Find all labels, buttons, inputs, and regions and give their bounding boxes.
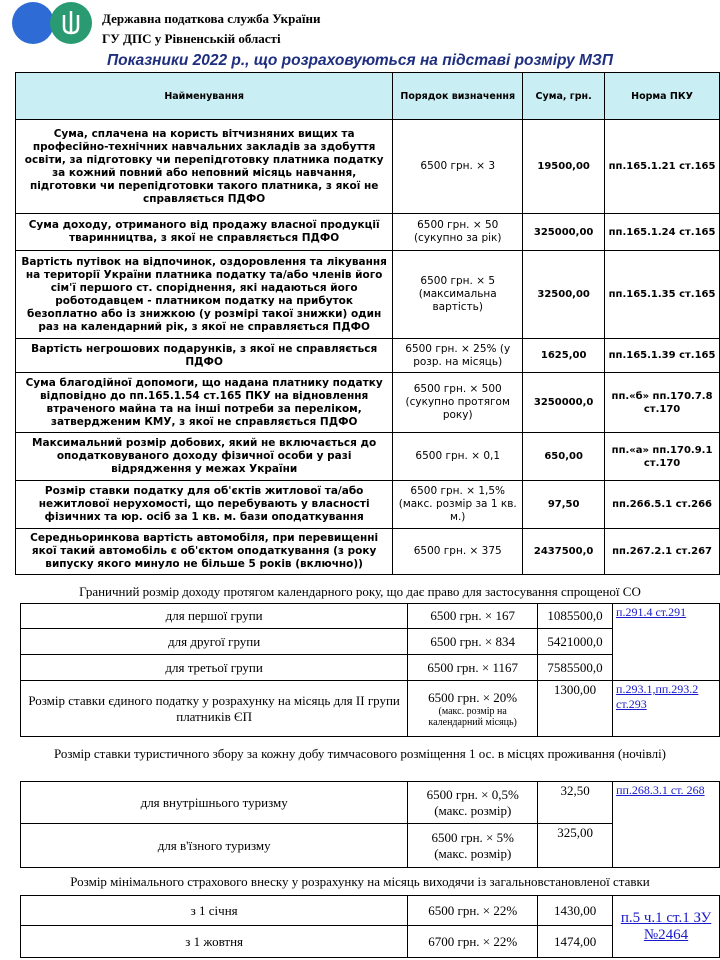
row-method: 6500 грн. × 1167 xyxy=(408,655,538,681)
row-name: Сума доходу, отриманого від продажу власної продукції тваринництва, з якої не справляється ПДФО xyxy=(16,214,393,251)
row-name: Сума благодійної допомоги, що надана платнику податку відповідно до пп.165.1.54 ст.165 ПКУ на відновлення втраченого майна та на інші потреби за переліком, затвердженим КМУ, з якої не справляється ПДФО xyxy=(16,373,393,433)
row-name: Вартість негрошових подарунків, з якої не справляється ПДФО xyxy=(16,339,393,373)
row-sum: 32500,00 xyxy=(523,251,605,339)
table-row xyxy=(16,529,720,575)
esv-norm-link[interactable]: п.5 ч.1 ст.1 ЗУ №2464 xyxy=(613,896,720,958)
row-name: Розмір ставки єдиного податку у розрахунку на місяць для ІІ групи платників ЄП xyxy=(21,681,408,737)
table-row xyxy=(16,214,720,251)
row-sum: 3250000,0 xyxy=(523,373,605,433)
row-name: для другої групи xyxy=(21,629,408,655)
row-method: 6500 грн. × 834 xyxy=(408,629,538,655)
page-title: Показники 2022 р., що розраховуються на підставі розміру МЗП xyxy=(106,52,614,69)
row-method: 6500 грн. × 167 xyxy=(408,604,538,629)
row-method: 6500 грн. × 1,5% (макс. розмір за 1 кв. м.) xyxy=(393,481,523,529)
row-method-note: (макс. розмір на календарний місяць) xyxy=(428,705,517,728)
row-name: Середньоринкова вартість автомобіля, при перевищенні якої такий автомобіль є об'єктом оподаткування (з року випуску якого минуло не більше 5 років (включно)) xyxy=(16,529,393,575)
table-row xyxy=(16,120,720,214)
row-method-value: 6500 грн. × 20% xyxy=(428,689,518,705)
row-sum: 7585500,0 xyxy=(538,655,613,681)
row-sum: 1474,00 xyxy=(538,926,613,958)
row-name: Вартість путівок на відпочинок, оздоровлення та лікування на території України платника податку та/або членів його сім'ї першого ст. споріднення, які надаються його роботодавцем - платником податку на прибуток безоплатно або із знижкою (у розмірі такої знижки) один раз на календарний рік, з якої не справляється ПДФО xyxy=(16,251,393,339)
tourist-norm-link[interactable]: пп.268.3.1 ст. 268 xyxy=(613,782,720,868)
col-header-sum: Сума, грн. xyxy=(523,73,605,120)
table-row xyxy=(16,481,720,529)
row-sum: 1085500,0 xyxy=(538,604,613,629)
table-row xyxy=(21,604,720,629)
table-row xyxy=(16,433,720,481)
section-tourist-caption: Розмір ставки туристичного збору за кожну добу тимчасового розміщення 1 ос. в місцях проживання (ночівлі) xyxy=(53,746,667,761)
row-method: 6500 грн. × 375 xyxy=(393,529,523,575)
row-method: 6500 грн. × 500 (сукупно протягом року) xyxy=(393,373,523,433)
row-norm: пп.165.1.35 ст.165 xyxy=(605,251,720,339)
row-name: Максимальний розмір добових, який не включається до оподатковуваного доходу фізичної особи у разі відрядження у межах України xyxy=(16,433,393,481)
row-sum: 325,00 xyxy=(538,824,613,868)
row-method-note: (макс. розмір) xyxy=(434,845,512,861)
row-norm: пп.165.1.39 ст.165 xyxy=(605,339,720,373)
row-sum: 32,50 xyxy=(538,782,613,824)
org-name: Державна податкова служба України xyxy=(102,11,321,26)
col-header-method: Порядок визначення xyxy=(393,73,523,120)
row-norm: пп.165.1.21 ст.165 xyxy=(605,120,720,214)
row-method: 6700 грн. × 22% xyxy=(408,926,538,958)
row-method-note: (макс. розмір) xyxy=(434,802,512,818)
table-row xyxy=(21,896,720,926)
row-method: 6500 грн. × 22% xyxy=(408,896,538,926)
row-sum: 1625,00 xyxy=(523,339,605,373)
section-esv-caption: Розмір мінімального страхового внеску у розрахунку на місяць виходячи із загальновстановленої ставки xyxy=(70,874,650,889)
table-row xyxy=(16,251,720,339)
row-method: 6500 грн. × 50 (сукупно за рік) xyxy=(393,214,523,251)
row-sum: 1300,00 xyxy=(538,681,613,737)
col-header-name: Найменування xyxy=(16,73,393,120)
row-sum: 325000,00 xyxy=(523,214,605,251)
row-method xyxy=(408,824,538,868)
row-method xyxy=(408,681,538,737)
row-method-value: 6500 грн. × 5% xyxy=(431,829,514,845)
dps-logo-icon xyxy=(12,2,54,44)
row-norm: пп.«б» пп.170.7.8 ст.170 xyxy=(605,373,720,433)
section-so-caption: Граничний розмір доходу протягом календарного року, що дає право для застосування спрощеної СО xyxy=(79,584,641,599)
row-sum: 97,50 xyxy=(523,481,605,529)
trident-logo-icon xyxy=(50,2,92,44)
row-norm: пп.«а» пп.170.9.1 ст.170 xyxy=(605,433,720,481)
esv-table xyxy=(20,895,720,958)
so-norm-link[interactable]: п.291.4 ст.291 xyxy=(613,604,720,681)
table-row xyxy=(16,339,720,373)
row-method: 6500 грн. × 0,1 xyxy=(393,433,523,481)
row-norm: пп.266.5.1 ст.266 xyxy=(605,481,720,529)
main-table xyxy=(15,72,720,575)
table-row xyxy=(21,782,720,824)
row-method: 6500 грн. × 25% (у розр. на місяць) xyxy=(393,339,523,373)
row-method: 6500 грн. × 3 xyxy=(393,120,523,214)
row-method-value: 6500 грн. × 0,5% xyxy=(426,786,519,802)
row-method xyxy=(408,782,538,824)
table-header-row xyxy=(16,73,720,120)
row-sum: 1430,00 xyxy=(538,896,613,926)
row-sum: 2437500,0 xyxy=(523,529,605,575)
header xyxy=(0,0,720,52)
so-table xyxy=(20,603,720,737)
row-name: для внутрішнього туризму xyxy=(21,782,408,824)
row-name: для першої групи xyxy=(21,604,408,629)
row-sum: 19500,00 xyxy=(523,120,605,214)
ep-norm-link[interactable]: п.293.1,пп.293.2 ст.293 xyxy=(613,681,720,737)
row-sum: 5421000,0 xyxy=(538,629,613,655)
org-branch: ГУ ДПС у Рівненській області xyxy=(102,31,281,46)
col-header-norm: Норма ПКУ xyxy=(605,73,720,120)
row-name: з 1 жовтня xyxy=(21,926,408,958)
row-method: 6500 грн. × 5 (максимальна вартість) xyxy=(393,251,523,339)
row-sum: 650,00 xyxy=(523,433,605,481)
row-name: Розмір ставки податку для об'єктів житлової та/або нежитлової нерухомості, що перебувають у власності фізичних та юр. осіб за 1 кв. м. бази оподаткування xyxy=(16,481,393,529)
table-row xyxy=(21,681,720,737)
row-name: для третьої групи xyxy=(21,655,408,681)
tourist-table xyxy=(20,781,720,868)
row-name: з 1 січня xyxy=(21,896,408,926)
row-name: Сума, сплачена на користь вітчизняних вищих та професійно-технічних навчальних закладів за здобуття освіти, за підготовку чи перепідготовку платника податку за кожний повний або неповний місяць навчання, підготовки чи перепідготовки такого платника, з якої не справляється ПДФО xyxy=(16,120,393,214)
row-norm: пп.267.2.1 ст.267 xyxy=(605,529,720,575)
row-name: для в'їзного туризму xyxy=(21,824,408,868)
table-row xyxy=(16,373,720,433)
row-norm: пп.165.1.24 ст.165 xyxy=(605,214,720,251)
